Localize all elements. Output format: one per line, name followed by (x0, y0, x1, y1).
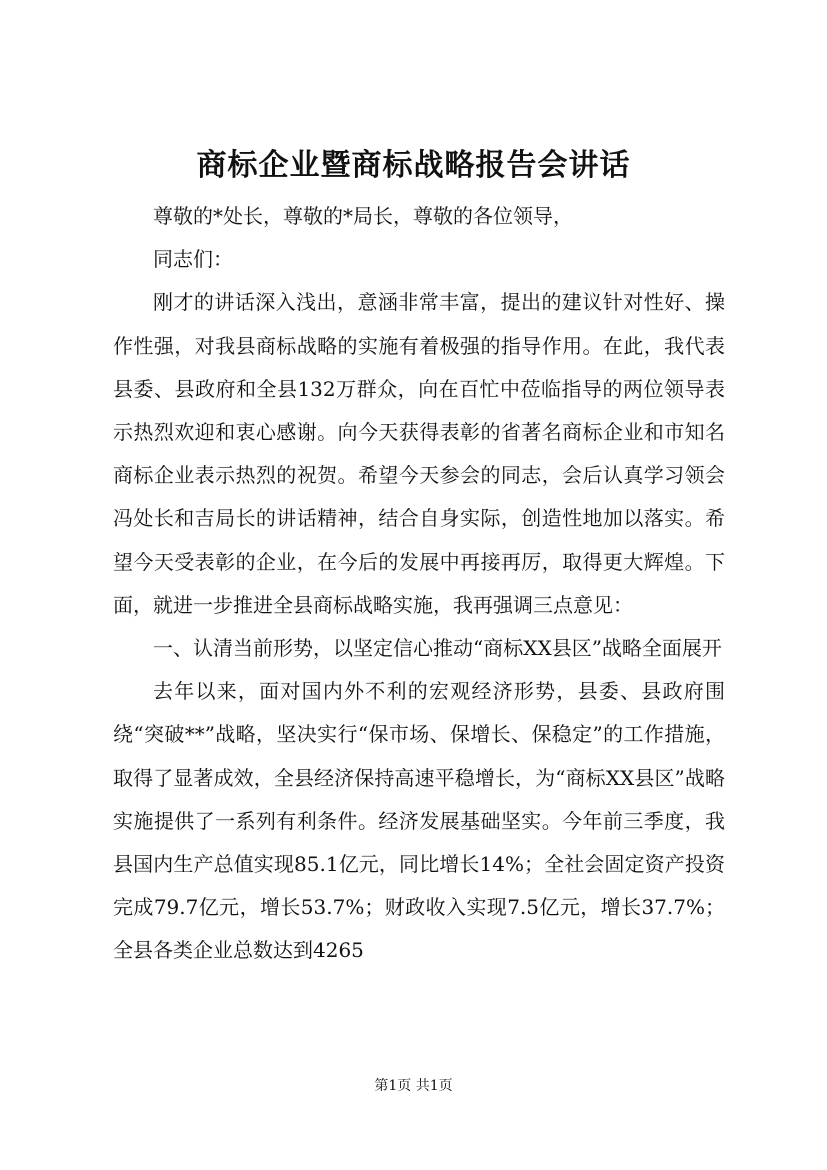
document-body (113, 195, 725, 973)
salutation: 尊敬的*处长，尊敬的*局长，尊敬的各位领导， (153, 204, 573, 228)
paragraph-opening: 刚才的讲话深入浅出，意涵非常丰富，提出的建议针对性好、操作性强，对我县商标战略的实施有着极强的指导作用。在此，我代表县委、县政府和全县132万群众，向在百忙中莅临指导的两位领导表示热烈欢迎和衷心感谢。向今天获得表彰的省著名商标企业和市知名商标企业表示热烈的祝贺。希望今天参会的同志，会后认真学习领会冯处长和吉局长的讲话精神，结合自身实际，创造性地加以落实。希望今天受表彰的企业，在今后的发展中再接再厉，取得更大辉煌。下面，就进一步推进全县商标战略实施，我再强调三点意见： (113, 290, 725, 617)
page-number: 第1页 共1页 (374, 1078, 453, 1094)
paragraph-economic-situation: 去年以来，面对国内外不利的宏观经济形势，县委、县政府围绕“突破**”战略，坚决实行“保市场、保增长、保稳定”的工作措施，取得了显著成效，全县经济保持高速平稳增长，为“商标XX县区”战略实施提供了一系列有利条件。经济发展基础坚实。今年前三季度，我县国内生产总值实现85.1亿元，同比增长14%；全社会固定资产投资完成79.7亿元，增长53.7%；财政收入实现7.5亿元，增长37.7%；全县各类企业总数达到4265 (113, 679, 725, 963)
greeting: 同志们： (153, 247, 233, 272)
section-heading-one: 一、认清当前形势，以坚定信心推动“商标XX县区”战略全面展开 (153, 636, 722, 661)
document-title: 商标企业暨商标战略报告会讲话 (196, 148, 631, 183)
